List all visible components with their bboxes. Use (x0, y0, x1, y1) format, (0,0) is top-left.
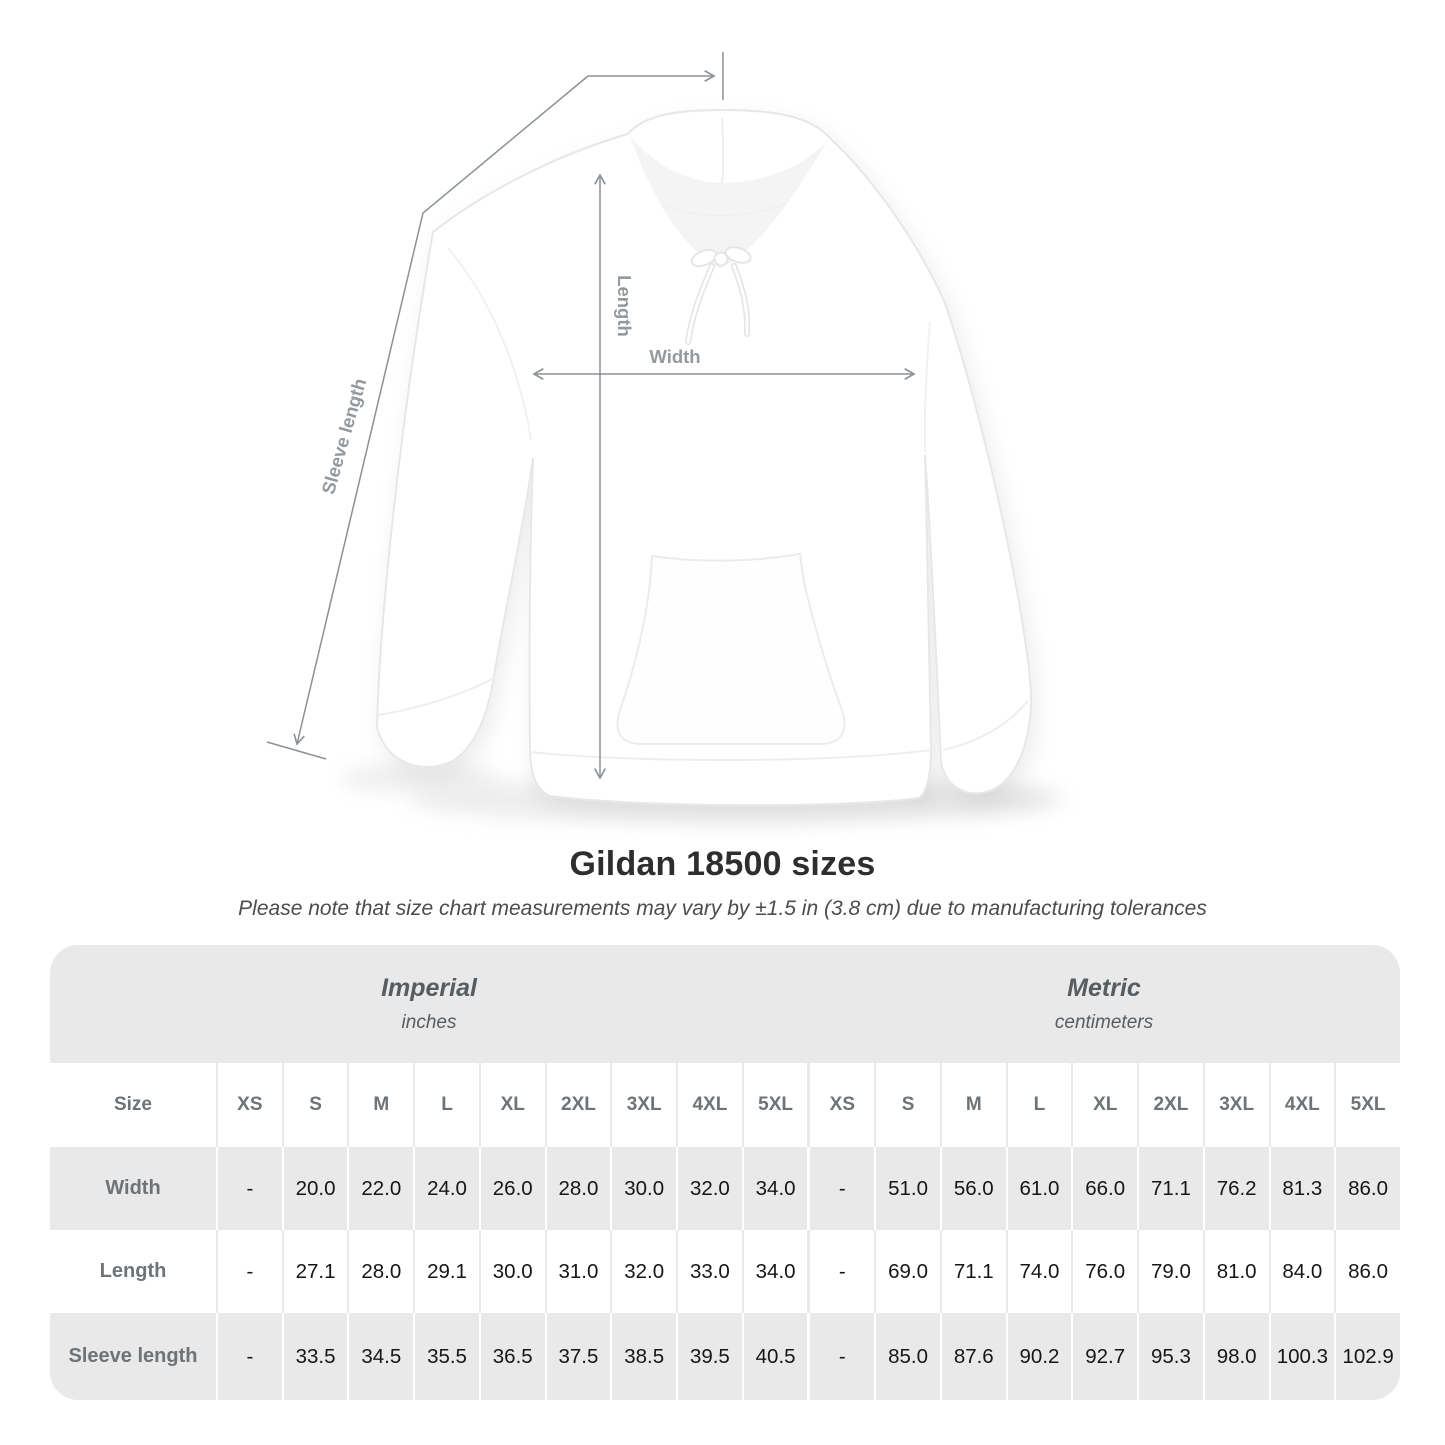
size-col-header: 3XL (610, 1063, 676, 1147)
units-header-band (50, 945, 1400, 1063)
sleeve-length-annotation-label: Sleeve length (317, 375, 371, 497)
measurement-value: 27.1 (282, 1230, 348, 1313)
table-row (50, 1313, 1400, 1400)
measurement-value: - (216, 1230, 282, 1313)
row-label: Length (99, 1260, 167, 1282)
measurement-value: 81.0 (1203, 1230, 1269, 1313)
size-col-header: XL (479, 1063, 545, 1147)
measurement-value: 40.5 (742, 1313, 808, 1400)
measurement-value: 31.0 (545, 1230, 611, 1313)
measurement-value: 100.3 (1269, 1313, 1335, 1400)
page-title: Gildan 18500 sizes (569, 845, 876, 883)
size-col-header: L (1006, 1063, 1072, 1147)
measurement-value: 35.5 (413, 1313, 479, 1400)
measurement-value: 28.0 (347, 1230, 413, 1313)
measurement-value: - (807, 1147, 874, 1230)
imperial-unit: inches (401, 1012, 457, 1033)
measurement-value: 90.2 (1006, 1313, 1072, 1400)
size-table (50, 945, 1400, 1400)
measurement-value: 86.0 (1334, 1230, 1400, 1313)
measurement-value: 87.6 (940, 1313, 1006, 1400)
size-col-header: M (940, 1063, 1006, 1147)
size-col-header: 4XL (676, 1063, 742, 1147)
measurement-value: 51.0 (874, 1147, 940, 1230)
measurement-value: 102.9 (1334, 1313, 1400, 1400)
measurement-value: 33.5 (282, 1313, 348, 1400)
size-col-header: S (874, 1063, 940, 1147)
size-col-header: 5XL (1334, 1063, 1400, 1147)
measurement-value: - (216, 1313, 282, 1400)
measurement-value: 38.5 (610, 1313, 676, 1400)
imperial-section-header (50, 945, 808, 1063)
metric-unit: centimeters (1054, 1012, 1154, 1033)
row-label: Width (105, 1177, 161, 1199)
size-col-header: L (413, 1063, 479, 1147)
measurement-value: 32.0 (610, 1230, 676, 1313)
width-annotation-label: Width (649, 346, 701, 367)
measurement-value: 37.5 (545, 1313, 611, 1400)
size-col-header: 2XL (1137, 1063, 1203, 1147)
size-col-header: 4XL (1269, 1063, 1335, 1147)
measurement-value: 29.1 (413, 1230, 479, 1313)
measurement-value: 39.5 (676, 1313, 742, 1400)
measurement-rows (50, 1147, 1400, 1400)
measurement-value: 66.0 (1071, 1147, 1137, 1230)
tolerance-note: Please note that size chart measurements may vary by ±1.5 in (3.8 cm) due to manufacturing tolerances (238, 897, 1207, 920)
measurement-value: - (807, 1230, 874, 1313)
measurement-value: 71.1 (940, 1230, 1006, 1313)
size-col-header: M (347, 1063, 413, 1147)
size-col-header: XS (216, 1063, 282, 1147)
measurement-value: 61.0 (1006, 1147, 1072, 1230)
measurement-value: 76.0 (1071, 1230, 1137, 1313)
metric-title: Metric (1067, 974, 1141, 1002)
measurement-value: 30.0 (479, 1230, 545, 1313)
hoodie-illustration (377, 110, 1031, 805)
measurement-value: - (807, 1313, 874, 1400)
measurement-value: 79.0 (1137, 1230, 1203, 1313)
measurement-value: 76.2 (1203, 1147, 1269, 1230)
length-annotation-label: Length (614, 275, 635, 337)
measurement-value: 24.0 (413, 1147, 479, 1230)
table-row (50, 1230, 1400, 1313)
measurement-value: 95.3 (1137, 1313, 1203, 1400)
measurement-value: 36.5 (479, 1313, 545, 1400)
measurement-value: 26.0 (479, 1147, 545, 1230)
measurement-value: 34.0 (742, 1147, 808, 1230)
size-col-header: XS (807, 1063, 874, 1147)
measurement-value: 86.0 (1334, 1147, 1400, 1230)
measurement-value: 69.0 (874, 1230, 940, 1313)
measurement-value: 85.0 (874, 1313, 940, 1400)
size-col-header: 2XL (545, 1063, 611, 1147)
measurement-value: 71.1 (1137, 1147, 1203, 1230)
row-label: Sleeve length (68, 1345, 198, 1367)
measurement-value: 22.0 (347, 1147, 413, 1230)
measurement-value: 28.0 (545, 1147, 611, 1230)
measurement-value: 74.0 (1006, 1230, 1072, 1313)
sleeve-end-tick (267, 742, 326, 759)
measurement-value: 34.0 (742, 1230, 808, 1313)
imperial-title: Imperial (381, 974, 477, 1002)
measurement-value: 92.7 (1071, 1313, 1137, 1400)
measurement-value: - (216, 1147, 282, 1230)
size-col-header: 5XL (742, 1063, 808, 1147)
measurement-value: 34.5 (347, 1313, 413, 1400)
measurement-value: 30.0 (610, 1147, 676, 1230)
measurement-value: 33.0 (676, 1230, 742, 1313)
metric-section-header (808, 945, 1400, 1063)
measurement-value: 98.0 (1203, 1313, 1269, 1400)
measurement-value: 81.3 (1269, 1147, 1335, 1230)
measurement-value: 32.0 (676, 1147, 742, 1230)
measurement-value: 84.0 (1269, 1230, 1335, 1313)
size-header-row (50, 1063, 1400, 1147)
size-header-label: Size (113, 1094, 153, 1115)
size-col-header: 3XL (1203, 1063, 1269, 1147)
size-col-header: S (282, 1063, 348, 1147)
measurement-value: 20.0 (282, 1147, 348, 1230)
size-col-header: XL (1071, 1063, 1137, 1147)
measurement-value: 56.0 (940, 1147, 1006, 1230)
table-row (50, 1147, 1400, 1230)
